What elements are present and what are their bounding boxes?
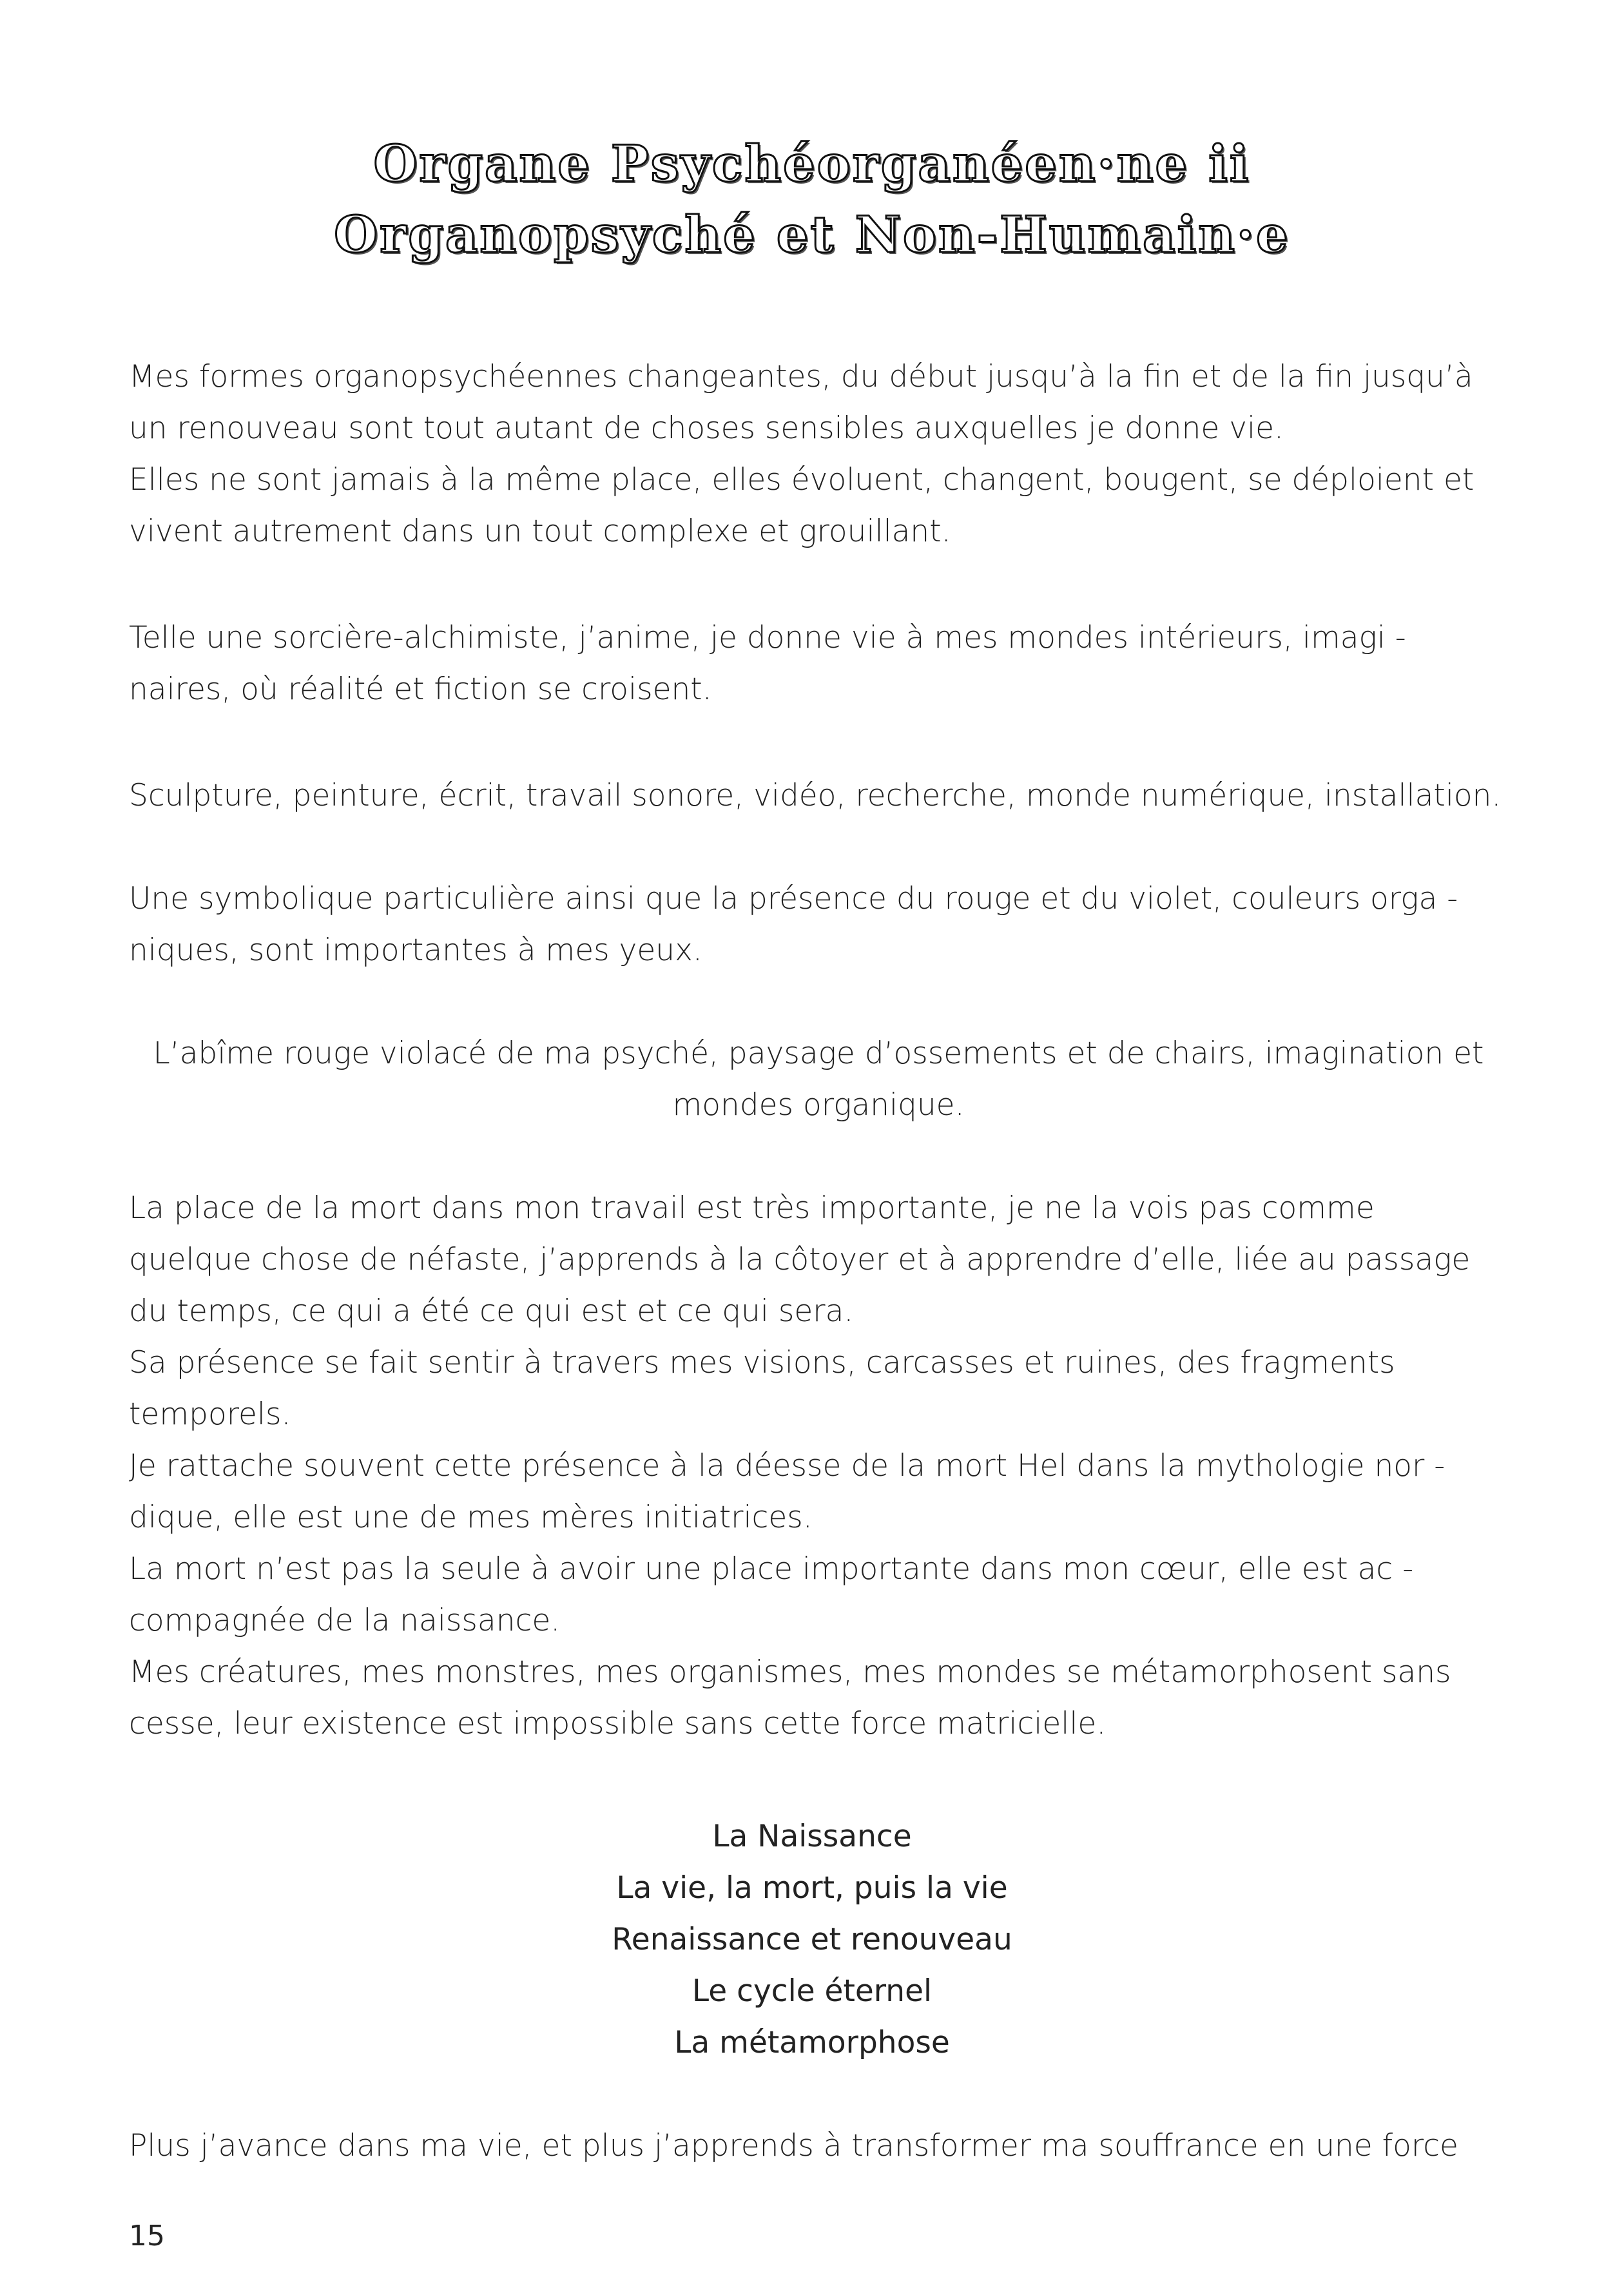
paragraph-line: compagnée de la naissance.: [129, 1603, 561, 1638]
page-title-line-2: Organopsyché et Non-Humain·e: [334, 206, 1290, 264]
paragraph-2: [129, 612, 1508, 715]
poem-line: Renaissance et renouveau: [612, 1922, 1012, 1957]
poem-line: La vie, la mort, puis la vie: [616, 1870, 1008, 1906]
paragraph-line: dique, elle est une de mes mères initiatrices.: [129, 1500, 813, 1535]
paragraph-line: Une symbolique particulière ainsi que la présence du rouge et du violet, couleurs orga -: [129, 881, 1458, 916]
paragraph-line: Sa présence se fait sentir à travers mes visions, carcasses et ruines, des fragments: [129, 1345, 1395, 1380]
page-number: 15: [129, 2220, 165, 2252]
paragraph-line: niques, sont importantes à mes yeux.: [129, 933, 702, 968]
paragraph-line: L’abîme rouge violacé de ma psyché, paysage d’ossements et de chairs, imagination et: [153, 1036, 1484, 1071]
paragraph-line: cesse, leur existence est impossible sans cette force matricielle.: [129, 1706, 1107, 1741]
paragraph-line: Telle une sorcière-alchimiste, j’anime, je donne vie à mes mondes intérieurs, imagi -: [129, 620, 1406, 655]
paragraph-line: Mes formes organopsychéennes changeantes, du début jusqu’à la fin et de la fin jusqu’à: [129, 359, 1473, 394]
poem-line: La Naissance: [712, 1819, 912, 1854]
paragraph-line: temporels.: [129, 1397, 291, 1432]
paragraph-3: [129, 770, 1508, 822]
paragraph-line: Sculpture, peinture, écrit, travail sonore, vidéo, recherche, monde numérique, installation.: [129, 778, 1502, 813]
paragraph-line: mondes organique.: [672, 1087, 965, 1123]
paragraph-line: Plus j’avance dans ma vie, et plus j’apprends à transformer ma souffrance en une force: [129, 2128, 1458, 2163]
paragraph-line: vivent autrement dans un tout complexe et grouillant.: [129, 514, 951, 549]
paragraph-1: [129, 351, 1508, 557]
paragraph-line: Mes créatures, mes monstres, mes organismes, mes mondes se métamorphosent sans: [129, 1654, 1451, 1690]
paragraph-line: quelque chose de néfaste, j’apprends à la côtoyer et à apprendre d’elle, liée au passage: [129, 1242, 1471, 1277]
closing-paragraph: [129, 2120, 1508, 2172]
paragraph-5-centered: [129, 1028, 1508, 1131]
poem-line: Le cycle éternel: [691, 1973, 933, 2009]
page-title-line-1: Organe Psychéorganéen·ne ii: [373, 135, 1251, 193]
poem-line: La métamorphose: [674, 2025, 950, 2060]
paragraph-line: La place de la mort dans mon travail est très importante, je ne la vois pas comme: [129, 1190, 1375, 1226]
paragraph-line: naires, où réalité et fiction se croisent.: [129, 672, 712, 707]
paragraph-4: [129, 873, 1508, 976]
paragraph-line: Elles ne sont jamais à la même place, elles évoluent, changent, bougent, se déploient et: [129, 462, 1474, 498]
paragraph-line: La mort n’est pas la seule à avoir une place importante dans mon cœur, elle est ac -: [129, 1551, 1414, 1587]
poem: [0, 1811, 1624, 2069]
paragraph-line: un renouveau sont tout autant de choses sensibles auxquelles je donne vie.: [129, 411, 1284, 446]
paragraph-6: [129, 1183, 1508, 1750]
paragraph-line: du temps, ce qui a été ce qui est et ce qui sera.: [129, 1293, 854, 1329]
paragraph-line: Je rattache souvent cette présence à la déesse de la mort Hel dans la mythologie nor -: [129, 1448, 1445, 1484]
